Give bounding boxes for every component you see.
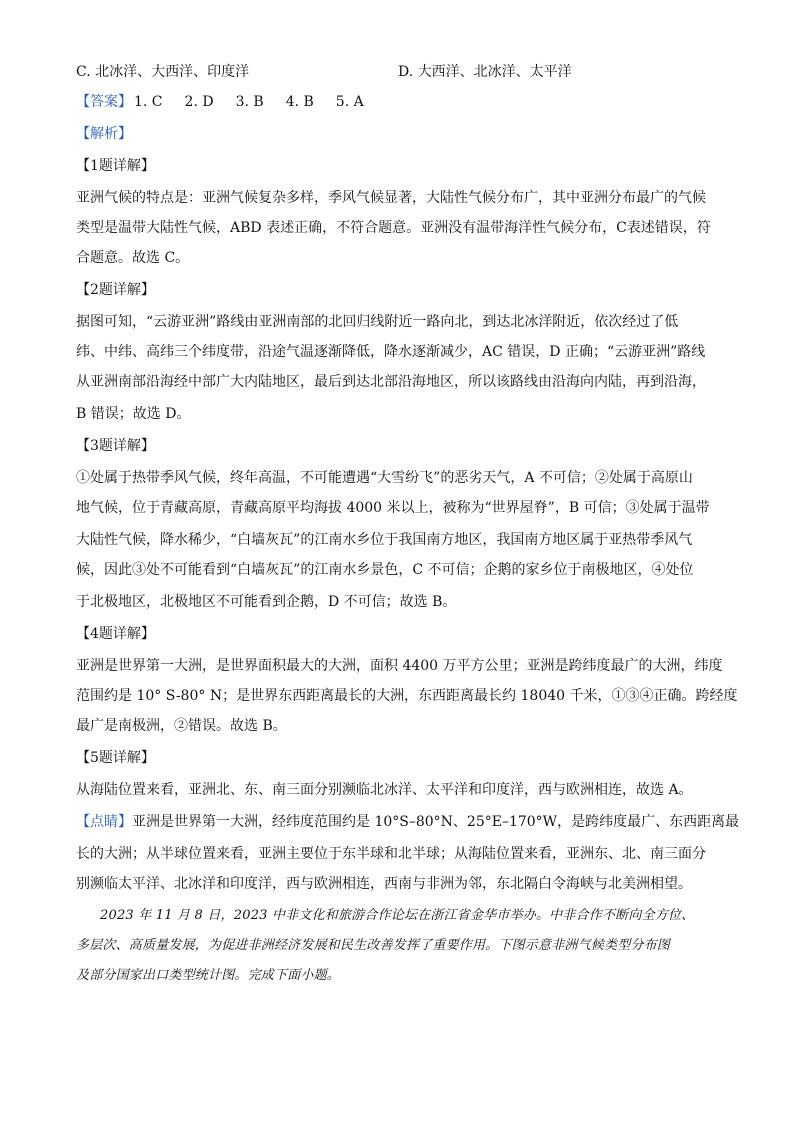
q1-heading: 【1题详解】: [76, 158, 155, 174]
q2-line: 据图可知，“云游亚洲”路线由亚洲南部的北回归线附近一路向北，到达北冰洋附近，依次经过了低: [76, 314, 679, 330]
tips-line: [76, 812, 739, 832]
q3-line: 大陆性气候，降水稀少，“白墙灰瓦”的江南水乡位于我国南方地区，我国南方地区属于亚热带季风气: [76, 532, 693, 548]
q2-line: 纬、中纬、高纬三个纬度带，沿途气温逐渐降低，降水逐渐减少，AC 错误，D 正确；“云游亚洲”路线: [76, 344, 706, 360]
q3-line: ①处属于热带季风气候，终年高温，不可能遭遇“大雪纷飞”的恶劣天气，A 不可信；②处属于高原山: [76, 470, 693, 486]
q2-heading: 【2题详解】: [76, 282, 155, 298]
q2-line: B 错误；故选 D。: [76, 406, 191, 422]
intro-line: 多层次、高质量发展，为促进非洲经济发展和民生改善发挥了重要作用。下图示意非洲气候类型分布图: [76, 938, 671, 953]
tips-text: 亚洲是世界第一大洲，经纬度范围约是 10°S–80°N、25°E–170°W，是跨纬度最广、东西距离最: [132, 814, 740, 830]
q4-line: 亚洲是世界第一大洲，是世界面积最大的大洲，面积 4400 万平方公里；亚洲是跨纬度最广的大洲，纬度: [76, 658, 723, 674]
answer-label: 【答案】: [76, 94, 132, 110]
q3-line: 地气候，位于青藏高原，青藏高原平均海拔 4000 米以上，被称为“世界屋脊”，B 可信；③处属于温带: [76, 500, 710, 516]
answer-item: 3. B: [235, 94, 264, 110]
answer-item: 1. C: [134, 94, 163, 110]
option-d: D. 大西洋、北冰洋、太平洋: [398, 64, 572, 80]
tips-line: 别濒临太平洋、北冰洋和印度洋，西与欧洲相连，西南与非洲为邻，东北隔白令海峡与北美洲相望。: [76, 876, 692, 892]
analysis-label: 【解析】: [76, 126, 132, 142]
tips-label: 【点睛】: [76, 814, 132, 830]
answer-item: 2. D: [184, 94, 214, 110]
answer-item: 4. B: [285, 94, 314, 110]
q5-heading: 【5题详解】: [76, 750, 155, 766]
q1-line: 亚洲气候的特点是：亚洲气候复杂多样，季风气候显著，大陆性气候分布广，其中亚洲分布最广的气候: [76, 190, 706, 206]
q2-line: 从亚洲南部沿海经中部广大内陆地区，最后到达北部沿海地区，所以该路线由沿海向内陆，再到沿海，: [76, 374, 706, 390]
answer-row: [76, 92, 364, 112]
q3-line: 于北极地区，北极地区不可能看到企鹅，D 不可信；故选 B。: [76, 594, 457, 610]
q5-line: 从海陆位置来看，亚洲北、东、南三面分别濒临北冰洋、太平洋和印度洋，西与欧洲相连，故选 A。: [76, 782, 693, 798]
q4-line: 范围约是 10° S-80° N；是世界东西距离最长的大洲，东西距离最长约 18040 千米，①③④正确。跨经度: [76, 688, 738, 704]
q3-heading: 【3题详解】: [76, 438, 155, 454]
intro-line: 及部分国家出口类型统计图。完成下面小题。: [76, 968, 341, 983]
option-c: C. 北冰洋、大西洋、印度洋: [76, 64, 250, 80]
q1-line: 类型是温带大陆性气候，ABD 表述正确，不符合题意。亚洲没有温带海洋性气候分布，C表述错误，符: [76, 220, 711, 236]
intro-line: 2023 年 11 月 8 日，2023 中非文化和旅游合作论坛在浙江省金华市举办。中非合作不断向全方位、: [100, 908, 695, 923]
q1-line: 合题意。故选 C。: [76, 250, 190, 266]
q4-line: 最广是南极洲，②错误。故选 B。: [76, 718, 287, 734]
q3-line: 候，因此③处不可能看到“白墙灰瓦”的江南水乡景色，C 不可信；企鹅的家乡位于南极地区，④处位: [76, 562, 694, 578]
q4-heading: 【4题详解】: [76, 626, 155, 642]
answer-item: 5. A: [335, 94, 364, 110]
tips-line: 长的大洲；从半球位置来看，亚洲主要位于东半球和北半球；从海陆位置来看，亚洲东、北、南三面分: [76, 846, 706, 862]
